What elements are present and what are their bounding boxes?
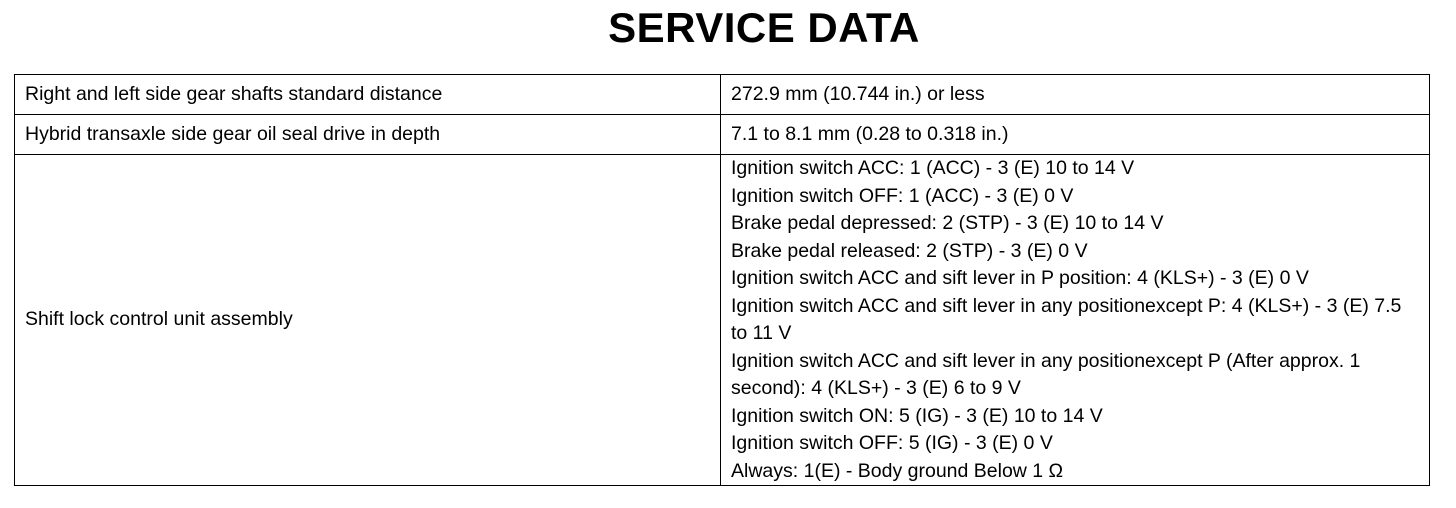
value-line: Always: 1(E) - Body ground Below 1 Ω — [731, 459, 1064, 482]
value-line: Brake pedal depressed: 2 (STP) - 3 (E) 10 to 14 V — [731, 212, 1164, 234]
page-title: SERVICE DATA — [608, 4, 920, 51]
value-line: Ignition switch OFF: 1 (ACC) - 3 (E) 0 V — [731, 184, 1074, 207]
item-cell: Shift lock control unit assembly — [15, 155, 721, 486]
value-line: Ignition switch ACC and sift lever in P position: 4 (KLS+) - 3 (E) 0 V — [731, 267, 1309, 289]
table-row — [15, 75, 1430, 115]
value-line: Brake pedal released: 2 (STP) - 3 (E) 0 V — [731, 239, 1088, 262]
value-cell: 272.9 mm (10.744 in.) or less — [721, 75, 1430, 115]
table-row — [15, 155, 1430, 486]
value-line: Ignition switch ACC: 1 (ACC) - 3 (E) 10 to 14 V — [731, 157, 1135, 179]
value-line: Ignition switch ACC and sift lever in any positionexcept P (After approx. 1 second): 4 (KLS+) - 3 (E) 6 to 9 V — [731, 349, 1361, 399]
value-line: Ignition switch ACC and sift lever in any positionexcept P: 4 (KLS+) - 3 (E) 7.5 to 11 V — [731, 294, 1402, 344]
value-line: Ignition switch OFF: 5 (IG) - 3 (E) 0 V — [731, 432, 1053, 454]
item-cell: Hybrid transaxle side gear oil seal drive in depth — [15, 115, 721, 155]
table-row — [15, 115, 1430, 155]
value-cell: 7.1 to 8.1 mm (0.28 to 0.318 in.) — [721, 115, 1430, 155]
service-data-table — [14, 74, 1430, 486]
value-cell — [721, 155, 1430, 486]
value-line: Ignition switch ON: 5 (IG) - 3 (E) 10 to 14 V — [731, 404, 1103, 427]
item-cell: Right and left side gear shafts standard distance — [15, 75, 721, 115]
